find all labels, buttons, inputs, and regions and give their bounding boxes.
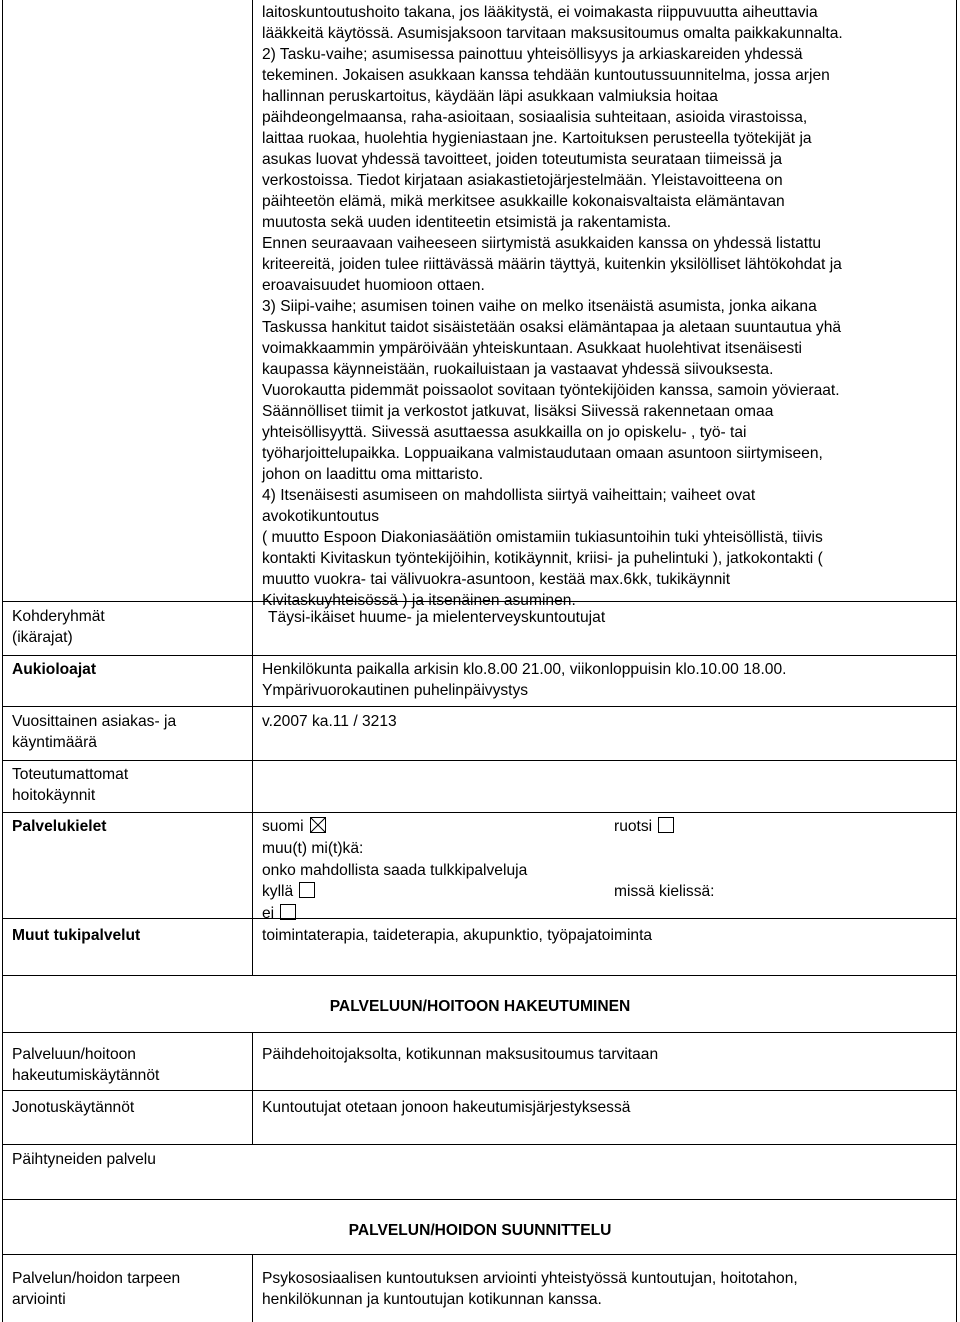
hakeutumis-label bbox=[12, 1044, 159, 1086]
text-line: päihdeongelmaansa, raha-asioitaan, sosiaalisia suhteitaan, asioida virastoissa, bbox=[262, 109, 808, 126]
row-rule bbox=[2, 918, 956, 919]
jonotus-value: Kuntoutujat otetaan jonoon hakeutumisjärjestyksessä bbox=[262, 1099, 631, 1116]
text-line: Vuorokautta pidemmät poissaolot sovitaan työntekijöiden kanssa, samoin yövieraat. bbox=[262, 382, 840, 399]
text-line: 2) Tasku-vaihe; asumisessa painottuu yhteisöllisyys ja arkiaskareiden yhdessä bbox=[262, 46, 803, 63]
row-rule bbox=[2, 1254, 956, 1255]
ei-option bbox=[262, 903, 296, 924]
paihtyneiden-label: Päihtyneiden palvelu bbox=[12, 1151, 156, 1168]
row-rule bbox=[2, 812, 956, 813]
text-line: yhteisöllisyyttä. Siivessä asuttaessa asukkailla on jo opiskelu- , työ- tai bbox=[262, 424, 747, 441]
value-line: Psykososiaalisen kuntoutuksen arviointi yhteistyössä kuntoutujan, hoitotahon, bbox=[262, 1270, 798, 1287]
label-line: Palveluun/hoitoon bbox=[12, 1046, 136, 1063]
suomi-label: suomi bbox=[262, 818, 304, 835]
text-line: kaupassa käynneistään, ruokailuistaan ja vastaavat yhdessä siivouksesta. bbox=[262, 361, 774, 378]
label-line: (ikärajat) bbox=[12, 629, 73, 646]
text-line: Ennen seuraavaan vaiheeseen siirtymistä asukkaiden kanssa on yhdessä listattu bbox=[262, 235, 822, 252]
text-line: johon on laadittu oma mittaristo. bbox=[262, 466, 484, 483]
row-rule bbox=[2, 655, 956, 656]
kylla-option bbox=[262, 881, 315, 902]
column-divider bbox=[252, 0, 253, 975]
label-line: Kohderyhmät bbox=[12, 608, 105, 625]
row-rule bbox=[2, 1144, 956, 1145]
label-line: hakeutumiskäytännöt bbox=[12, 1067, 160, 1084]
text-line: kontakti Kivitaskun työntekijöihin, kotikäynnit, kriisi- ja puhelintuki ), jatkokontakti ( bbox=[262, 550, 823, 567]
toteutumattomat-label bbox=[12, 764, 128, 806]
suomi-checkbox[interactable] bbox=[310, 817, 326, 833]
text-line: verkostoissa. Tiedot kirjataan asiakastietojärjestelmään. Yleistavoitteena on bbox=[262, 172, 783, 189]
row-rule bbox=[2, 706, 956, 707]
suomi-option bbox=[262, 816, 326, 837]
text-line: laitoskuntoutushoito takana, jos lääkitystä, ei voimakasta riippuvuutta aiheuttavia bbox=[262, 4, 818, 21]
muut-tukipalvelut-value: toimintaterapia, taideterapia, akupunktio, työpajatoiminta bbox=[262, 927, 653, 944]
text-line: muutto vuokra- tai välivuokra-asuntoon, kestää max.6kk, tukikäynnit bbox=[262, 571, 731, 588]
text-line: muutosta sekä uuden identiteetin etsimistä ja rakentamista. bbox=[262, 214, 672, 231]
jonotus-label: Jonotuskäytännöt bbox=[12, 1099, 135, 1116]
aukioloajat-label: Aukioloajat bbox=[12, 661, 97, 678]
text-line: tekeminen. Jokaisen asukkaan kanssa tehdään kuntoutussuunnitelma, jossa arjen bbox=[262, 67, 830, 84]
right-border bbox=[956, 0, 957, 1322]
ruotsi-label: ruotsi bbox=[614, 818, 653, 835]
row-rule bbox=[2, 975, 956, 976]
text-line: eroavaisuudet huomioon ottaen. bbox=[262, 277, 485, 294]
column-divider-3 bbox=[252, 1254, 253, 1322]
muu-label: muu(t) mi(t)kä: bbox=[262, 840, 364, 857]
kohderyhmat-label bbox=[12, 606, 105, 648]
label-line: hoitokäynnit bbox=[12, 787, 96, 804]
label-line: Palvelun/hoidon tarpeen bbox=[12, 1270, 181, 1287]
text-line: Taskussa hankitut taidot sisäistetään osaksi elämäntapaa ja aletaan suuntautua yhä bbox=[262, 319, 842, 336]
label-line: Vuosittainen asiakas- ja bbox=[12, 713, 177, 730]
ei-checkbox[interactable] bbox=[280, 904, 296, 920]
text-line: ( muutto Espoon Diakoniasäätiön omistamiin tukiasuntoihin tuki yhteisöllistä, tiivis bbox=[262, 529, 823, 546]
text-line: työharjoittelupaikka. Loppuaikana valmistaudutaan omaan asuntoon siirtymiseen, bbox=[262, 445, 823, 462]
vuosittainen-label bbox=[12, 711, 176, 753]
text-line: asukas luovat yhdessä tavoitteet, joiden toteutumista seurataan tiimeissä ja bbox=[262, 151, 783, 168]
vuosittainen-value: v.2007 ka.11 / 3213 bbox=[262, 713, 397, 730]
ruotsi-option bbox=[614, 816, 674, 837]
value-line: Henkilökunta paikalla arkisin klo.8.00 21.00, viikonloppuisin klo.10.00 18.00. bbox=[262, 661, 787, 678]
text-line: voimakkaammin ympäröivään yhteiskuntaan. Asukkaat huolehtivat itsenäisesti bbox=[262, 340, 802, 357]
text-line: Kivitaskuyhteisössä ) ja itsenäinen asuminen. bbox=[262, 592, 576, 609]
text-line: avokotikuntoutus bbox=[262, 508, 380, 525]
kylla-label: kyllä bbox=[262, 883, 294, 900]
missa-label: missä kielissä: bbox=[614, 883, 715, 900]
hakeutumis-value: Päihdehoitojaksolta, kotikunnan maksusitoumus tarvitaan bbox=[262, 1046, 659, 1063]
label-line: Toteutumattomat bbox=[12, 766, 129, 783]
section-title-hakeutuminen: PALVELUUN/HOITOON HAKEUTUMINEN bbox=[329, 998, 631, 1015]
section-title-suunnittelu: PALVELUN/HOIDON SUUNNITTELU bbox=[348, 1222, 612, 1239]
value-line: henkilökunnan ja kuntoutujan kotikunnan kanssa. bbox=[262, 1291, 602, 1308]
arviointi-label bbox=[12, 1268, 180, 1310]
label-line: käyntimäärä bbox=[12, 734, 97, 751]
kohderyhmat-value: Täysi-ikäiset huume- ja mielenterveyskuntoutujat bbox=[268, 609, 606, 626]
value-line: Ympärivuorokautinen puhelinpäivystys bbox=[262, 682, 529, 699]
text-line: päihteetön elämä, mikä merkitsee asukkaille kokonaisvaltaista elämäntavan bbox=[262, 193, 785, 210]
aukioloajat-value bbox=[262, 659, 786, 701]
muut-tukipalvelut-label: Muut tukipalvelut bbox=[12, 927, 141, 944]
text-line: 3) Siipi-vaihe; asumisen toinen vaihe on melko itsenäistä asumista, jonka aikana bbox=[262, 298, 817, 315]
label-line: arviointi bbox=[12, 1291, 66, 1308]
text-line: kriteereitä, joiden tulee riittävässä määrin täyttyä, kuitenkin yksilölliset lähtökohdat ja bbox=[262, 256, 842, 273]
column-divider-2 bbox=[252, 1032, 253, 1144]
row-rule bbox=[2, 1199, 956, 1200]
text-line: laittaa ruokaa, huolehtia hygieniastaan jne. Kartoituksen perusteella työtekijät ja bbox=[262, 130, 812, 147]
text-line: hallinnan peruskartoitus, käydään läpi asukkaan valmiuksia hoitaa bbox=[262, 88, 718, 105]
text-line: Säännölliset tiimit ja verkostot jatkuvat, lisäksi Siivessä rakennetaan omaa bbox=[262, 403, 774, 420]
arviointi-value bbox=[262, 1268, 798, 1310]
left-border bbox=[2, 0, 3, 1322]
tulkki-label: onko mahdollista saada tulkkipalveluja bbox=[262, 862, 528, 879]
row-rule bbox=[2, 1090, 956, 1091]
row-rule bbox=[2, 760, 956, 761]
main-text bbox=[262, 2, 843, 611]
palvelukielet-label: Palvelukielet bbox=[12, 818, 107, 835]
ei-label: ei bbox=[262, 905, 275, 922]
ruotsi-checkbox[interactable] bbox=[658, 817, 674, 833]
text-line: 4) Itsenäisesti asumiseen on mahdollista siirtyä vaiheittain; vaiheet ovat bbox=[262, 487, 756, 504]
text-line: lääkkeitä käytössä. Asumisjaksoon tarvitaan maksusitoumus omalta paikkakunnalta. bbox=[262, 25, 843, 42]
kylla-checkbox[interactable] bbox=[299, 882, 315, 898]
row-rule bbox=[2, 1032, 956, 1033]
